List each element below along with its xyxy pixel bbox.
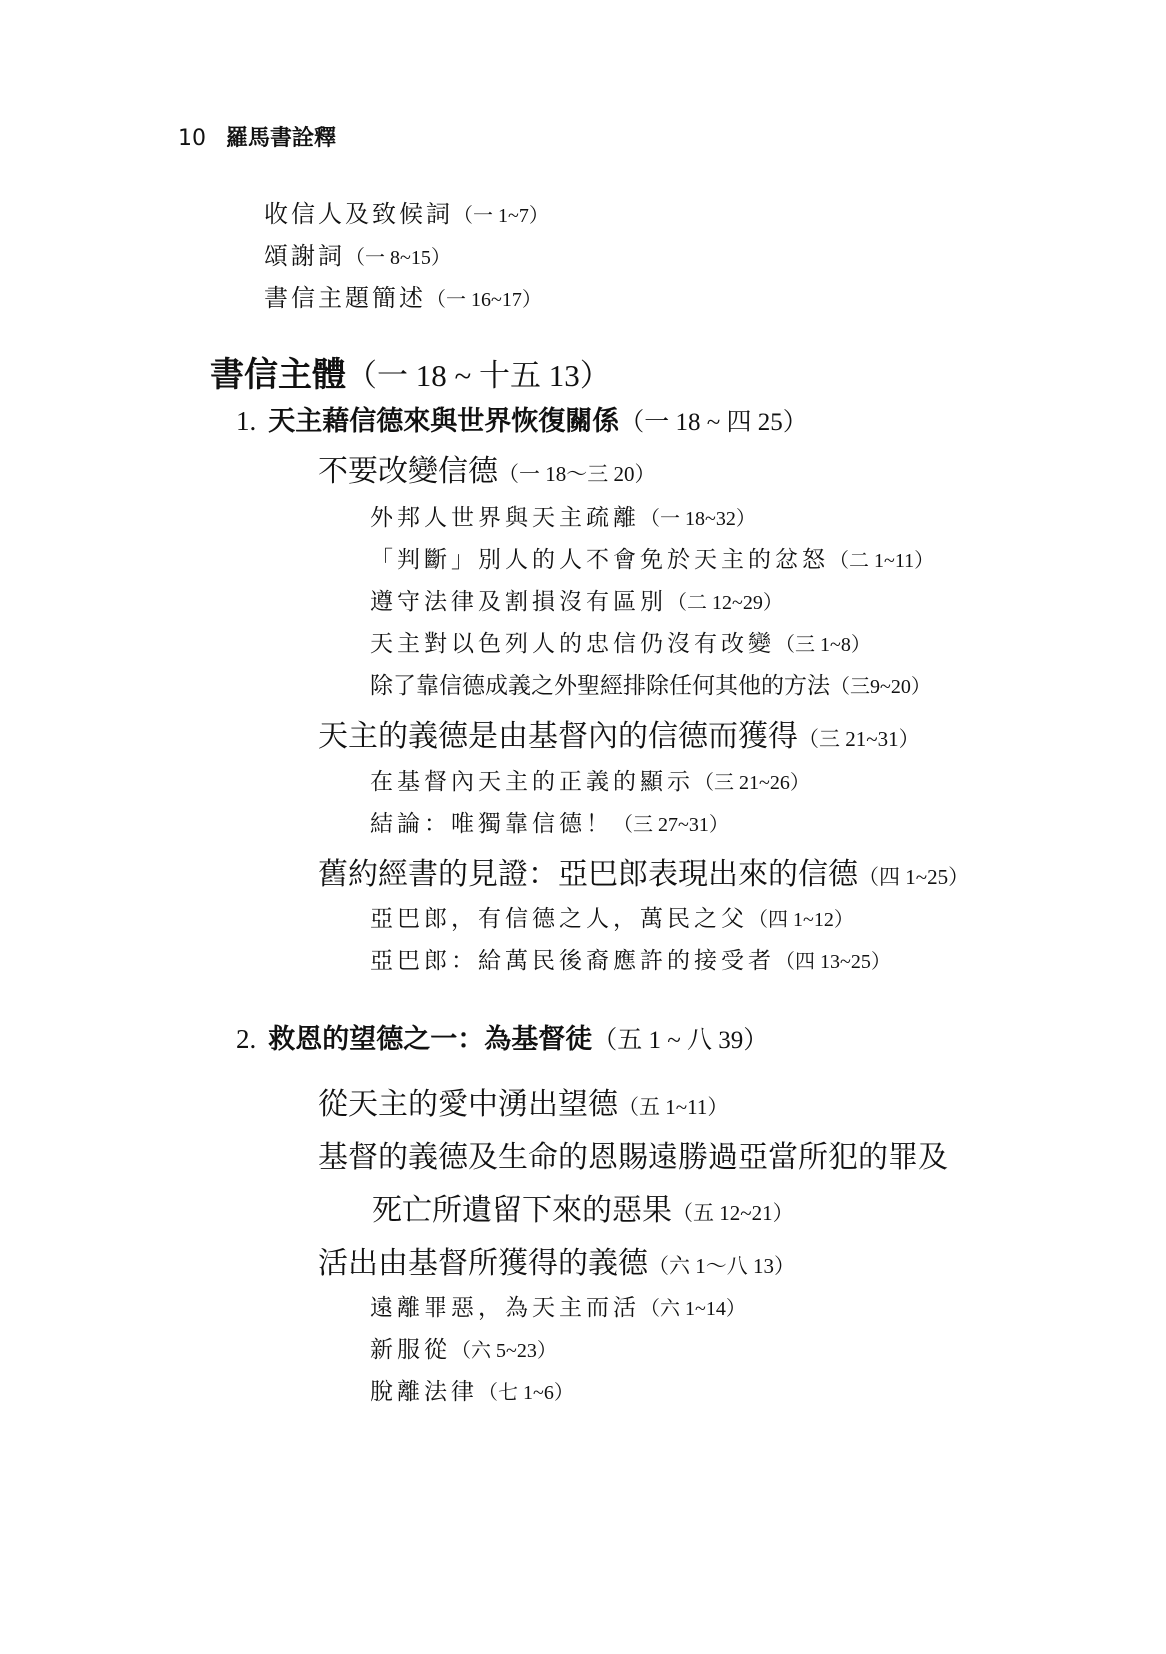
verse-ref: （一 1~7） bbox=[453, 205, 549, 227]
verse-ref: （二 1~11） bbox=[829, 550, 935, 572]
verse-ref: （七 1~6） bbox=[478, 1382, 574, 1404]
outline-item: 除了靠信德成義之外聖經排除任何其他的方法（三9~20） bbox=[370, 673, 931, 699]
outline-item: 亞巴郎：給萬民後裔應許的接受者（四 13~25） bbox=[370, 948, 891, 974]
verse-ref: （四 13~25） bbox=[775, 951, 891, 973]
outline-item: 新服從（六 5~23） bbox=[370, 1337, 557, 1363]
outline-item: 遵守法律及割損沒有區別（二 12~29） bbox=[370, 589, 783, 615]
section-number: 2. bbox=[236, 1024, 257, 1054]
outline-item: 在基督內天主的正義的顯示（三 21~26） bbox=[370, 769, 810, 795]
main-heading: 書信主體（一 18 ~ 十五 13） bbox=[210, 355, 611, 395]
verse-ref: （三9~20） bbox=[830, 676, 931, 698]
verse-ref: （一 8~15） bbox=[345, 247, 451, 269]
verse-ref: （四 1~12） bbox=[748, 909, 854, 931]
outline-item: 脫離法律（七 1~6） bbox=[370, 1379, 574, 1405]
verse-ref: （三 27~31） bbox=[613, 814, 729, 836]
running-head bbox=[178, 128, 336, 150]
verse-ref: （五 12~21） bbox=[672, 1201, 794, 1225]
subsection-heading: 基督的義德及生命的恩賜遠勝過亞當所犯的罪及 bbox=[318, 1140, 948, 1175]
section-heading-2: 2. 救恩的望德之一：為基督徒（五 1 ~ 八 39） bbox=[236, 1024, 769, 1055]
outline-item: 亞巴郎，有信德之人，萬民之父（四 1~12） bbox=[370, 906, 854, 932]
verse-ref: （一 16~17） bbox=[426, 289, 542, 311]
section-number: 1. bbox=[236, 406, 257, 436]
outline-item: 結論：唯獨靠信德！（三 27~31） bbox=[370, 811, 729, 837]
verse-ref: （三 1~8） bbox=[775, 634, 871, 656]
verse-ref: （五 1~11） bbox=[618, 1095, 729, 1119]
outline-item: 天主對以色列人的忠信仍沒有改變（三 1~8） bbox=[370, 631, 871, 657]
subsection-heading: 天主的義德是由基督內的信德而獲得（三 21~31） bbox=[318, 719, 920, 754]
book-title: 羅馬書詮釋 bbox=[226, 126, 337, 151]
verse-ref: （一 18～三 20） bbox=[498, 462, 656, 486]
verse-ref: （一 18 ~ 四 25） bbox=[619, 409, 808, 436]
verse-ref: （一 18 ~ 十五 13） bbox=[346, 358, 611, 393]
subsection-heading: 活出由基督所獲得的義德（六 1～八 13） bbox=[318, 1246, 795, 1281]
verse-ref: （六 1～八 13） bbox=[648, 1254, 795, 1278]
verse-ref: （三 21~31） bbox=[798, 727, 920, 751]
outline-item: 書信主題簡述（一 16~17） bbox=[264, 284, 542, 312]
outline-item: 外邦人世界與天主疏離（一 18~32） bbox=[370, 505, 756, 531]
verse-ref: （五 1 ~ 八 39） bbox=[592, 1027, 769, 1054]
verse-ref: （二 12~29） bbox=[667, 592, 783, 614]
page-number: 10 bbox=[178, 126, 206, 151]
subsection-heading: 舊約經書的見證：亞巴郎表現出來的信德（四 1~25） bbox=[318, 857, 970, 892]
subsection-heading-continued: 死亡所遺留下來的惡果（五 12~21） bbox=[372, 1193, 794, 1228]
section-heading-1: 1. 天主藉信德來與世界恢復關係（一 18 ~ 四 25） bbox=[236, 406, 808, 437]
subsection-heading: 不要改變信德（一 18～三 20） bbox=[318, 454, 656, 489]
outline-item: 遠離罪惡，為天主而活（六 1~14） bbox=[370, 1295, 746, 1321]
outline-item: 「判斷」別人的人不會免於天主的忿怒（二 1~11） bbox=[370, 547, 935, 573]
subsection-heading: 從天主的愛中湧出望德（五 1~11） bbox=[318, 1087, 729, 1122]
verse-ref: （三 21~26） bbox=[694, 772, 810, 794]
verse-ref: （四 1~25） bbox=[858, 865, 970, 889]
outline-item: 收信人及致候詞（一 1~7） bbox=[264, 200, 549, 228]
verse-ref: （六 5~23） bbox=[451, 1340, 557, 1362]
verse-ref: （一 18~32） bbox=[640, 508, 756, 530]
verse-ref: （六 1~14） bbox=[640, 1298, 746, 1320]
outline-item: 頌謝詞（一 8~15） bbox=[264, 242, 451, 270]
